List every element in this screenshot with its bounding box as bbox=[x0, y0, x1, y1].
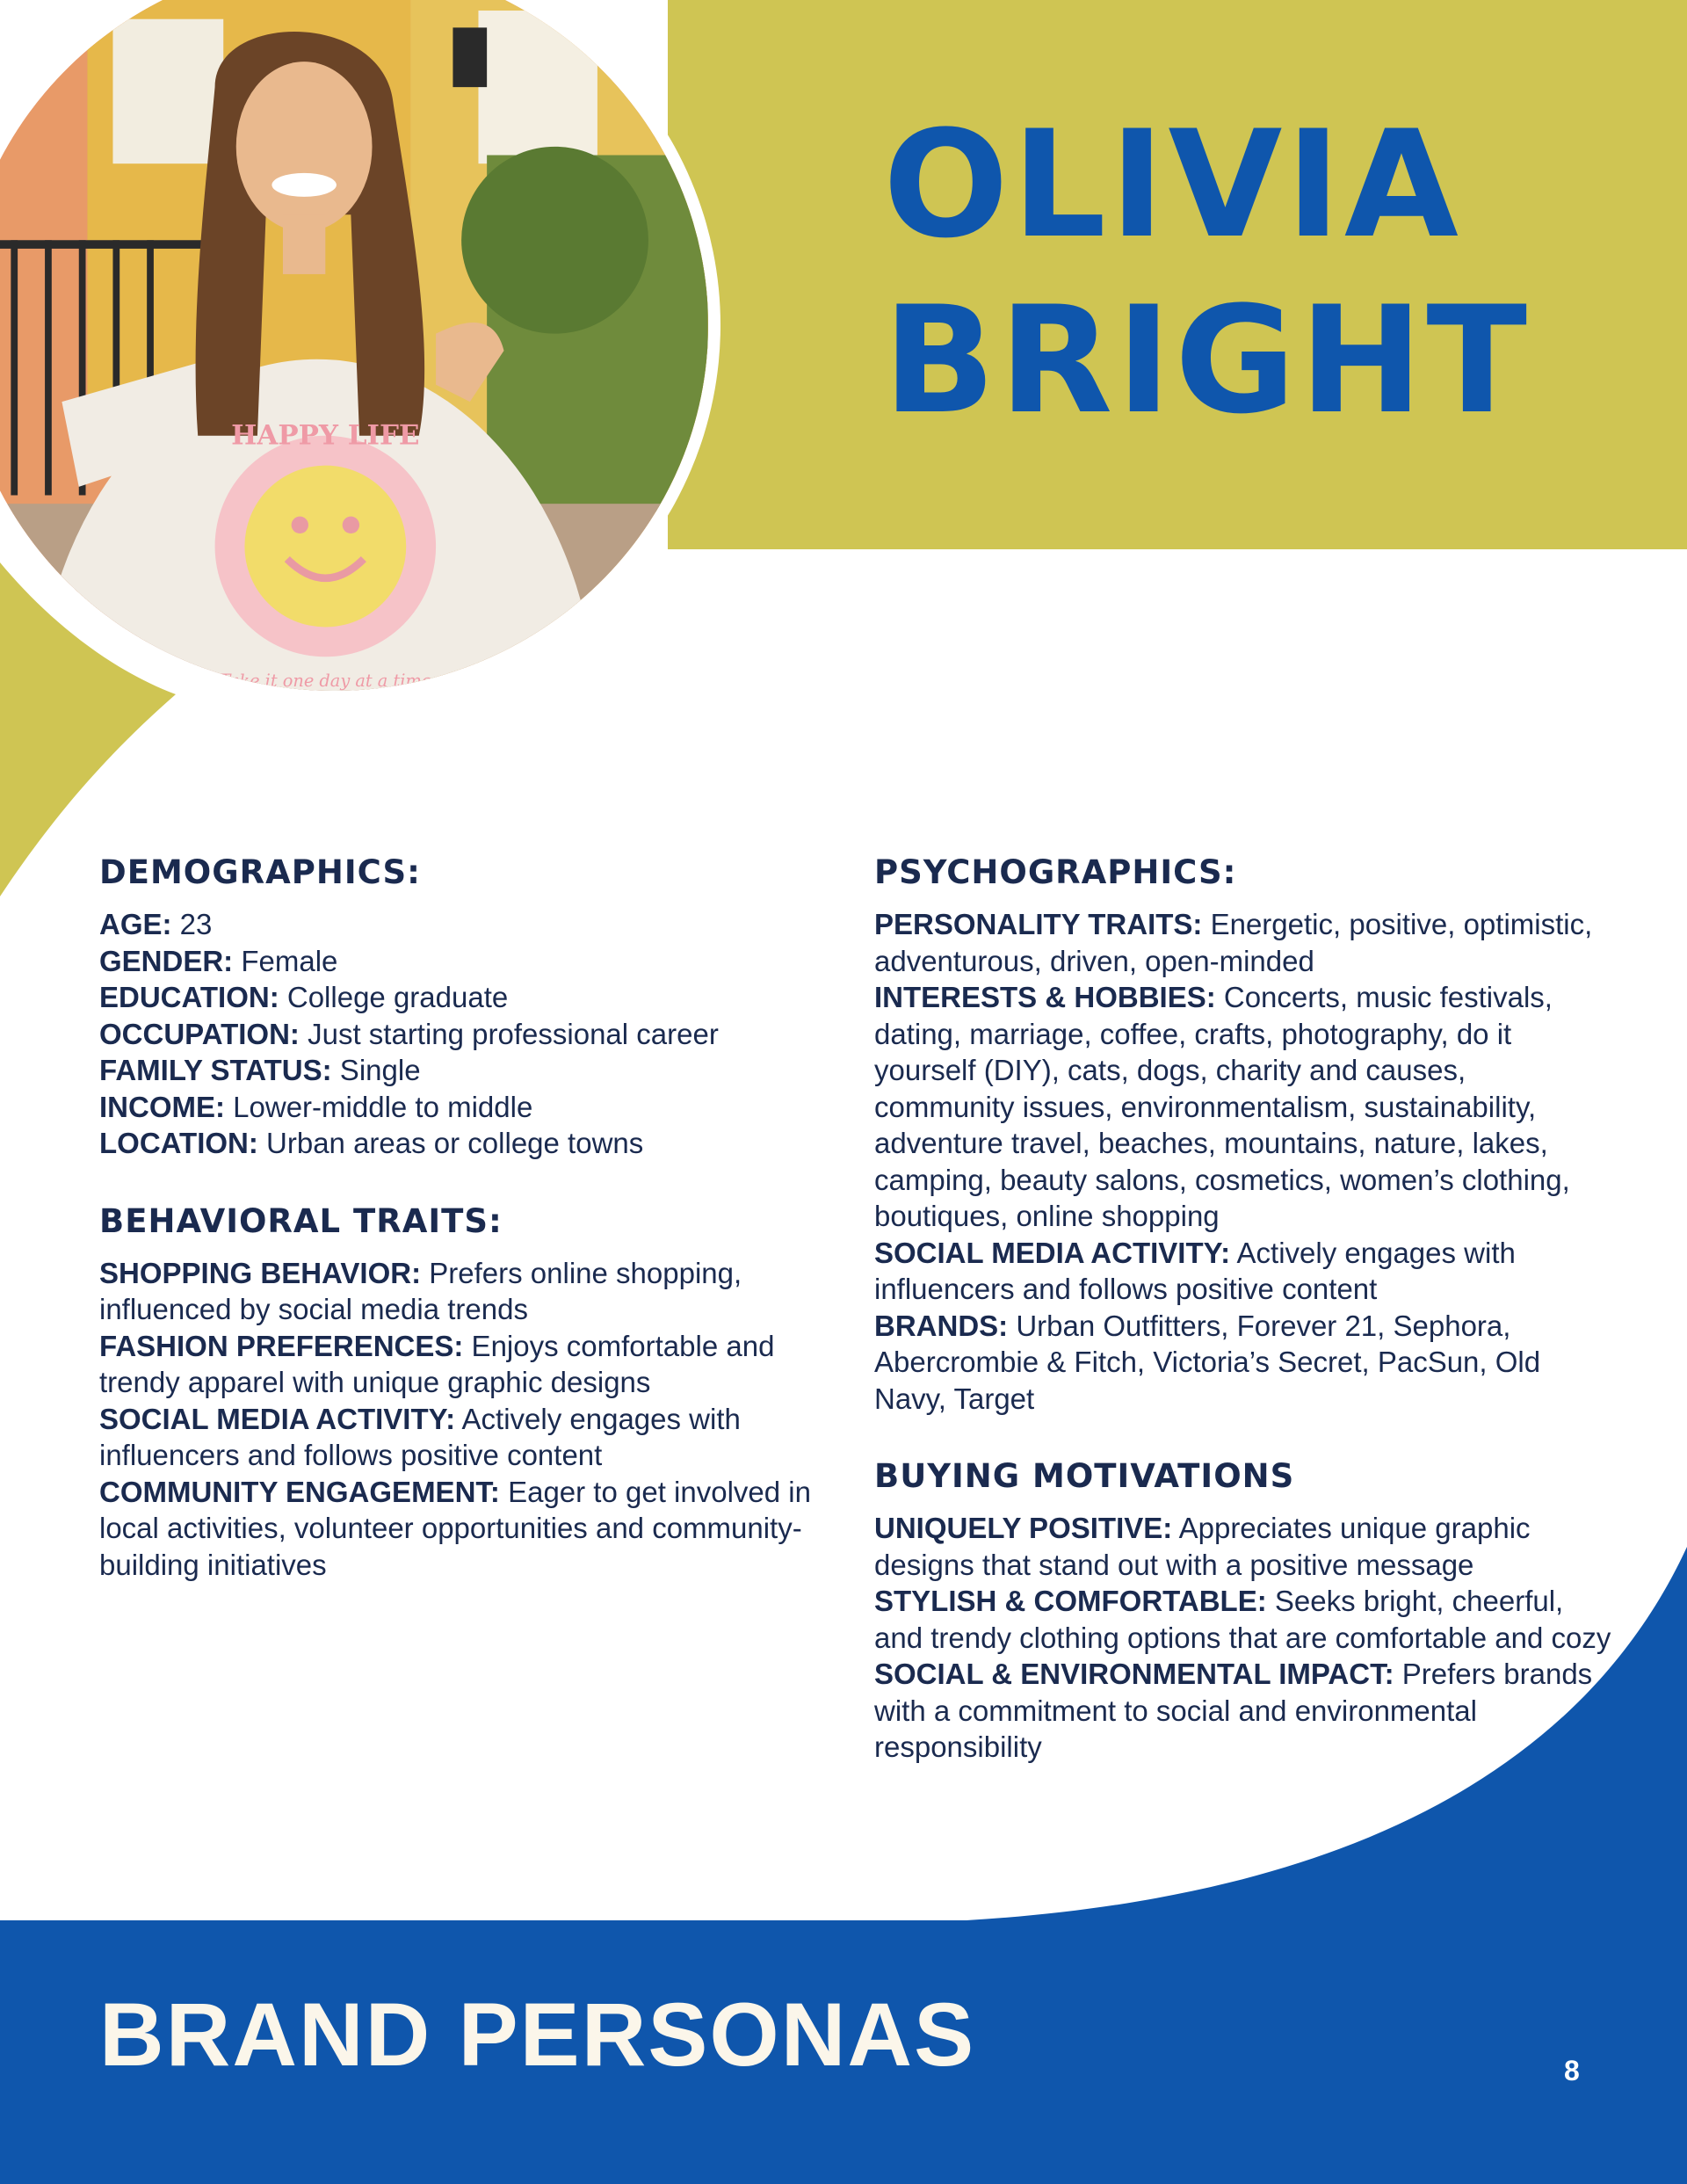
psychographics-item bbox=[874, 979, 1612, 1235]
item-value: Female bbox=[233, 944, 338, 977]
item-value: Appreciates unique graphic designs that stand out with a positive message bbox=[874, 1512, 1531, 1581]
item-value: Urban Outfitters, Forever 21, Sephora, Abercrombie & Fitch, Victoria’s Secret, PacSun, Old Navy, Target bbox=[874, 1309, 1541, 1415]
item-label: SHOPPING BEHAVIOR: bbox=[99, 1256, 422, 1289]
motivations-item bbox=[874, 1656, 1612, 1766]
item-label: SOCIAL MEDIA ACTIVITY: bbox=[874, 1236, 1231, 1269]
item-value: Eager to get involved in local activities, volunteer opportunities and community-building initiatives bbox=[99, 1475, 811, 1581]
demographics-item bbox=[99, 979, 829, 1016]
behavioral-item bbox=[99, 1328, 829, 1401]
page-number: 8 bbox=[1564, 2055, 1580, 2086]
persona-last-name: BRIGHT bbox=[883, 274, 1531, 446]
portrait-illustration bbox=[0, 0, 708, 691]
item-value: Just starting professional career bbox=[299, 1017, 719, 1050]
right-column bbox=[874, 848, 1612, 1766]
shirt-text-bottom: Take it one day at a time bbox=[219, 671, 432, 691]
demographics-heading: DEMOGRAPHICS: bbox=[99, 853, 421, 891]
item-value: Actively engages with influencers and follows positive content bbox=[874, 1236, 1516, 1305]
persona-name bbox=[883, 97, 1531, 448]
item-value: Enjoys comfortable and trendy apparel with unique graphic designs bbox=[99, 1329, 775, 1398]
motivations-item bbox=[874, 1510, 1612, 1583]
item-value: Energetic, positive, optimistic, adventurous, driven, open-minded bbox=[874, 908, 1593, 977]
item-label: PERSONALITY TRAITS: bbox=[874, 908, 1203, 940]
left-column bbox=[99, 848, 829, 1583]
item-label: STYLISH & COMFORTABLE: bbox=[874, 1585, 1267, 1617]
motivations-item bbox=[874, 1583, 1612, 1656]
shirt-text-top: HAPPY LIFE bbox=[231, 419, 420, 452]
demographics-item bbox=[99, 1016, 829, 1053]
item-label: COMMUNITY ENGAGEMENT: bbox=[99, 1475, 500, 1508]
item-value: Prefers online shopping, influenced by social media trends bbox=[99, 1256, 742, 1325]
item-label: UNIQUELY POSITIVE: bbox=[874, 1512, 1173, 1544]
demographics-item bbox=[99, 1089, 829, 1126]
item-value: Single bbox=[331, 1054, 421, 1086]
behavioral-item bbox=[99, 1474, 829, 1584]
item-value: Concerts, music festivals, dating, marriage, coffee, crafts, photography, do it yourself (DIY), cats, dogs, charity and causes, community issues, environmentalism, sustainability, adventure travel, beaches, mountains, nature, lakes, camping, beauty salons, cosmetics, women’s clothing, boutiques, online shopping bbox=[874, 981, 1570, 1232]
footer-title: BRAND PERSONAS bbox=[99, 1984, 976, 2085]
persona-first-name: OLIVIA bbox=[883, 98, 1462, 271]
demographics-item bbox=[99, 943, 829, 980]
item-value: Lower-middle to middle bbox=[225, 1090, 533, 1123]
item-label: AGE: bbox=[99, 908, 172, 940]
item-value: Urban areas or college towns bbox=[257, 1127, 644, 1159]
demographics-item bbox=[99, 1125, 829, 1162]
item-value: Seeks bright, cheerful, and trendy clothing options that are comfortable and cozy bbox=[874, 1585, 1611, 1654]
item-value: Actively engages with influencers and follows positive content bbox=[99, 1402, 741, 1471]
item-label: FASHION PREFERENCES: bbox=[99, 1329, 464, 1362]
behavioral-heading: BEHAVIORAL TRAITS: bbox=[99, 1201, 503, 1240]
item-label: FAMILY STATUS: bbox=[99, 1054, 332, 1086]
item-label: SOCIAL MEDIA ACTIVITY: bbox=[99, 1402, 456, 1435]
item-label: BRANDS: bbox=[874, 1309, 1009, 1342]
item-label: SOCIAL & ENVIRONMENTAL IMPACT: bbox=[874, 1658, 1394, 1690]
item-label: OCCUPATION: bbox=[99, 1017, 300, 1050]
item-label: GENDER: bbox=[99, 944, 234, 977]
item-value: Prefers brands with a commitment to social and environmental responsibility bbox=[874, 1658, 1593, 1763]
behavioral-item bbox=[99, 1255, 829, 1328]
item-label: INTERESTS & HOBBIES: bbox=[874, 981, 1216, 1013]
item-label: EDUCATION: bbox=[99, 981, 279, 1013]
item-value: 23 bbox=[171, 908, 213, 940]
item-label: LOCATION: bbox=[99, 1127, 258, 1159]
psychographics-heading: PSYCHOGRAPHICS: bbox=[874, 853, 1237, 891]
motivations-heading: BUYING MOTIVATIONS bbox=[874, 1457, 1295, 1495]
psychographics-item bbox=[874, 1235, 1612, 1308]
item-label: INCOME: bbox=[99, 1090, 225, 1123]
item-value: College graduate bbox=[279, 981, 509, 1013]
behavioral-item bbox=[99, 1401, 829, 1474]
psychographics-item bbox=[874, 906, 1612, 979]
psychographics-item bbox=[874, 1308, 1612, 1418]
demographics-item bbox=[99, 1052, 829, 1089]
demographics-item bbox=[99, 906, 829, 943]
